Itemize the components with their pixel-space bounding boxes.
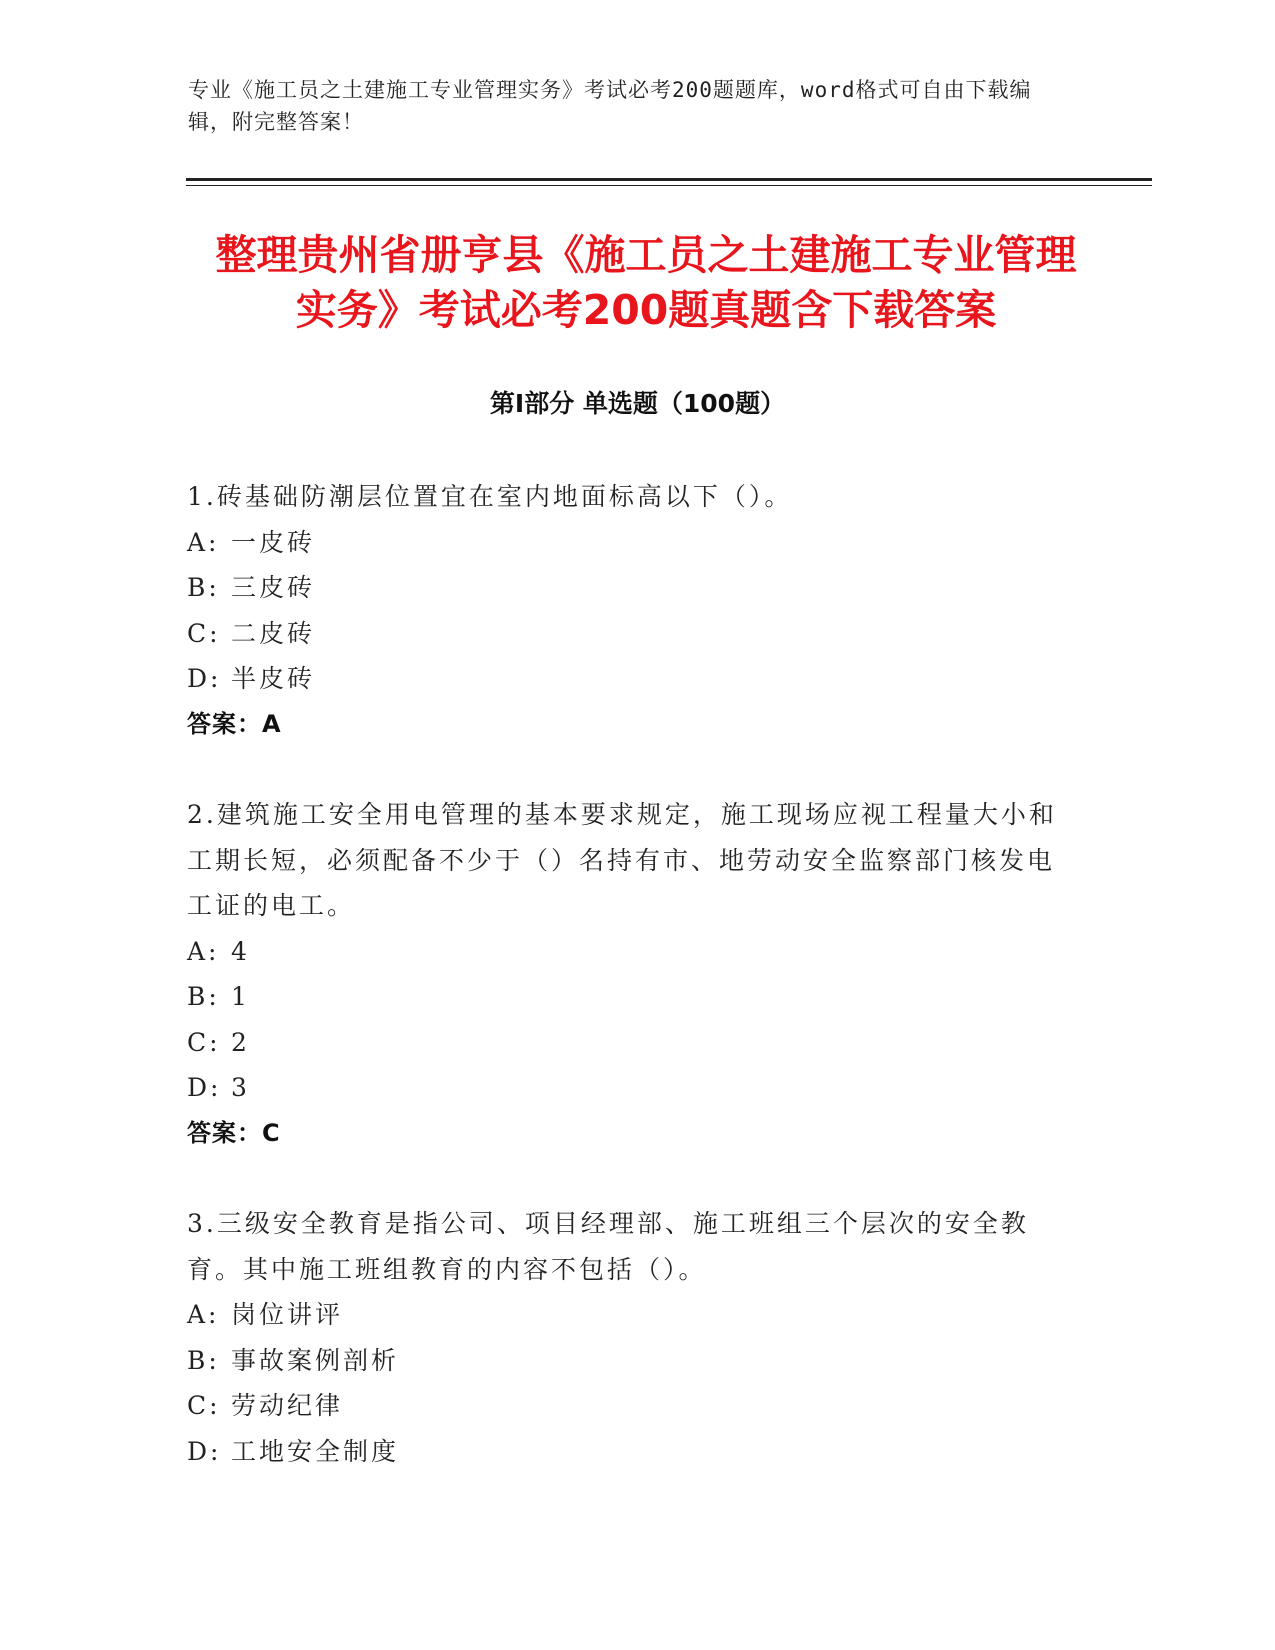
option-letter: D: [187,1073,222,1102]
option-letter: A: [187,527,220,557]
option-d [187,1429,1067,1475]
option-text: 1 [231,982,250,1011]
answer-label: 答案：C [187,1118,281,1147]
option-text: 劳动纪律 [231,1391,344,1420]
option-text: 三皮砖 [231,573,316,602]
question-3 [187,1201,1067,1474]
header-divider-thick [186,178,1152,181]
option-c [187,1383,1067,1429]
option-b [187,1338,1067,1384]
option-a [187,520,1067,566]
option-letter: D: [187,1436,222,1466]
option-letter: A: [187,1300,220,1329]
option-text: 岗位讲评 [231,1300,344,1329]
option-d [187,656,1067,702]
question-text: 3.三级安全教育是指公司、项目经理部、施工班组三个层次的安全教育。其中施工班组教育的内容不包括（）。 [187,1209,1029,1284]
option-d [187,1065,1067,1111]
header-note: 专业《施工员之土建施工专业管理实务》考试必考200题题库，word格式可自由下载编辑，附完整答案！ [188,78,1032,134]
question-2 [187,792,1067,1156]
option-letter: B: [187,982,220,1011]
option-letter: A: [187,936,220,966]
header-divider-thin [186,185,1152,186]
option-b [187,974,1067,1020]
answer-label: 答案：A [187,709,282,738]
question-1 [187,474,1067,747]
option-text: 工地安全制度 [231,1436,400,1466]
option-b [187,565,1067,611]
option-letter: C: [187,1027,221,1057]
option-letter: C: [187,618,221,648]
document-title: 整理贵州省册亨县《施工员之土建施工专业管理实务》考试必考200题真题含下载答案 [215,231,1077,334]
question-text: 1.砖基础防潮层位置宜在室内地面标高以下（）。 [187,482,793,511]
question-text: 2.建筑施工安全用电管理的基本要求规定，施工现场应视工程量大小和工期长短，必须配备不少于（）名持有市、地劳动安全监察部门核发电工证的电工。 [187,800,1057,920]
option-letter: B: [187,573,220,602]
question-list [187,474,1067,1519]
option-text: 半皮砖 [231,664,316,693]
option-letter: C: [187,1391,221,1420]
option-text: 一皮砖 [231,527,316,557]
option-a [187,1292,1067,1338]
option-text: 3 [231,1073,250,1102]
option-text: 二皮砖 [231,618,316,648]
option-letter: D: [187,664,222,693]
option-text: 4 [231,936,250,966]
option-letter: B: [187,1345,220,1375]
option-c [187,1020,1067,1066]
option-a [187,929,1067,975]
option-text: 2 [231,1027,250,1057]
option-c [187,611,1067,657]
section-title: 第Ⅰ部分 单选题（100题） [489,389,786,418]
option-text: 事故案例剖析 [231,1345,400,1375]
